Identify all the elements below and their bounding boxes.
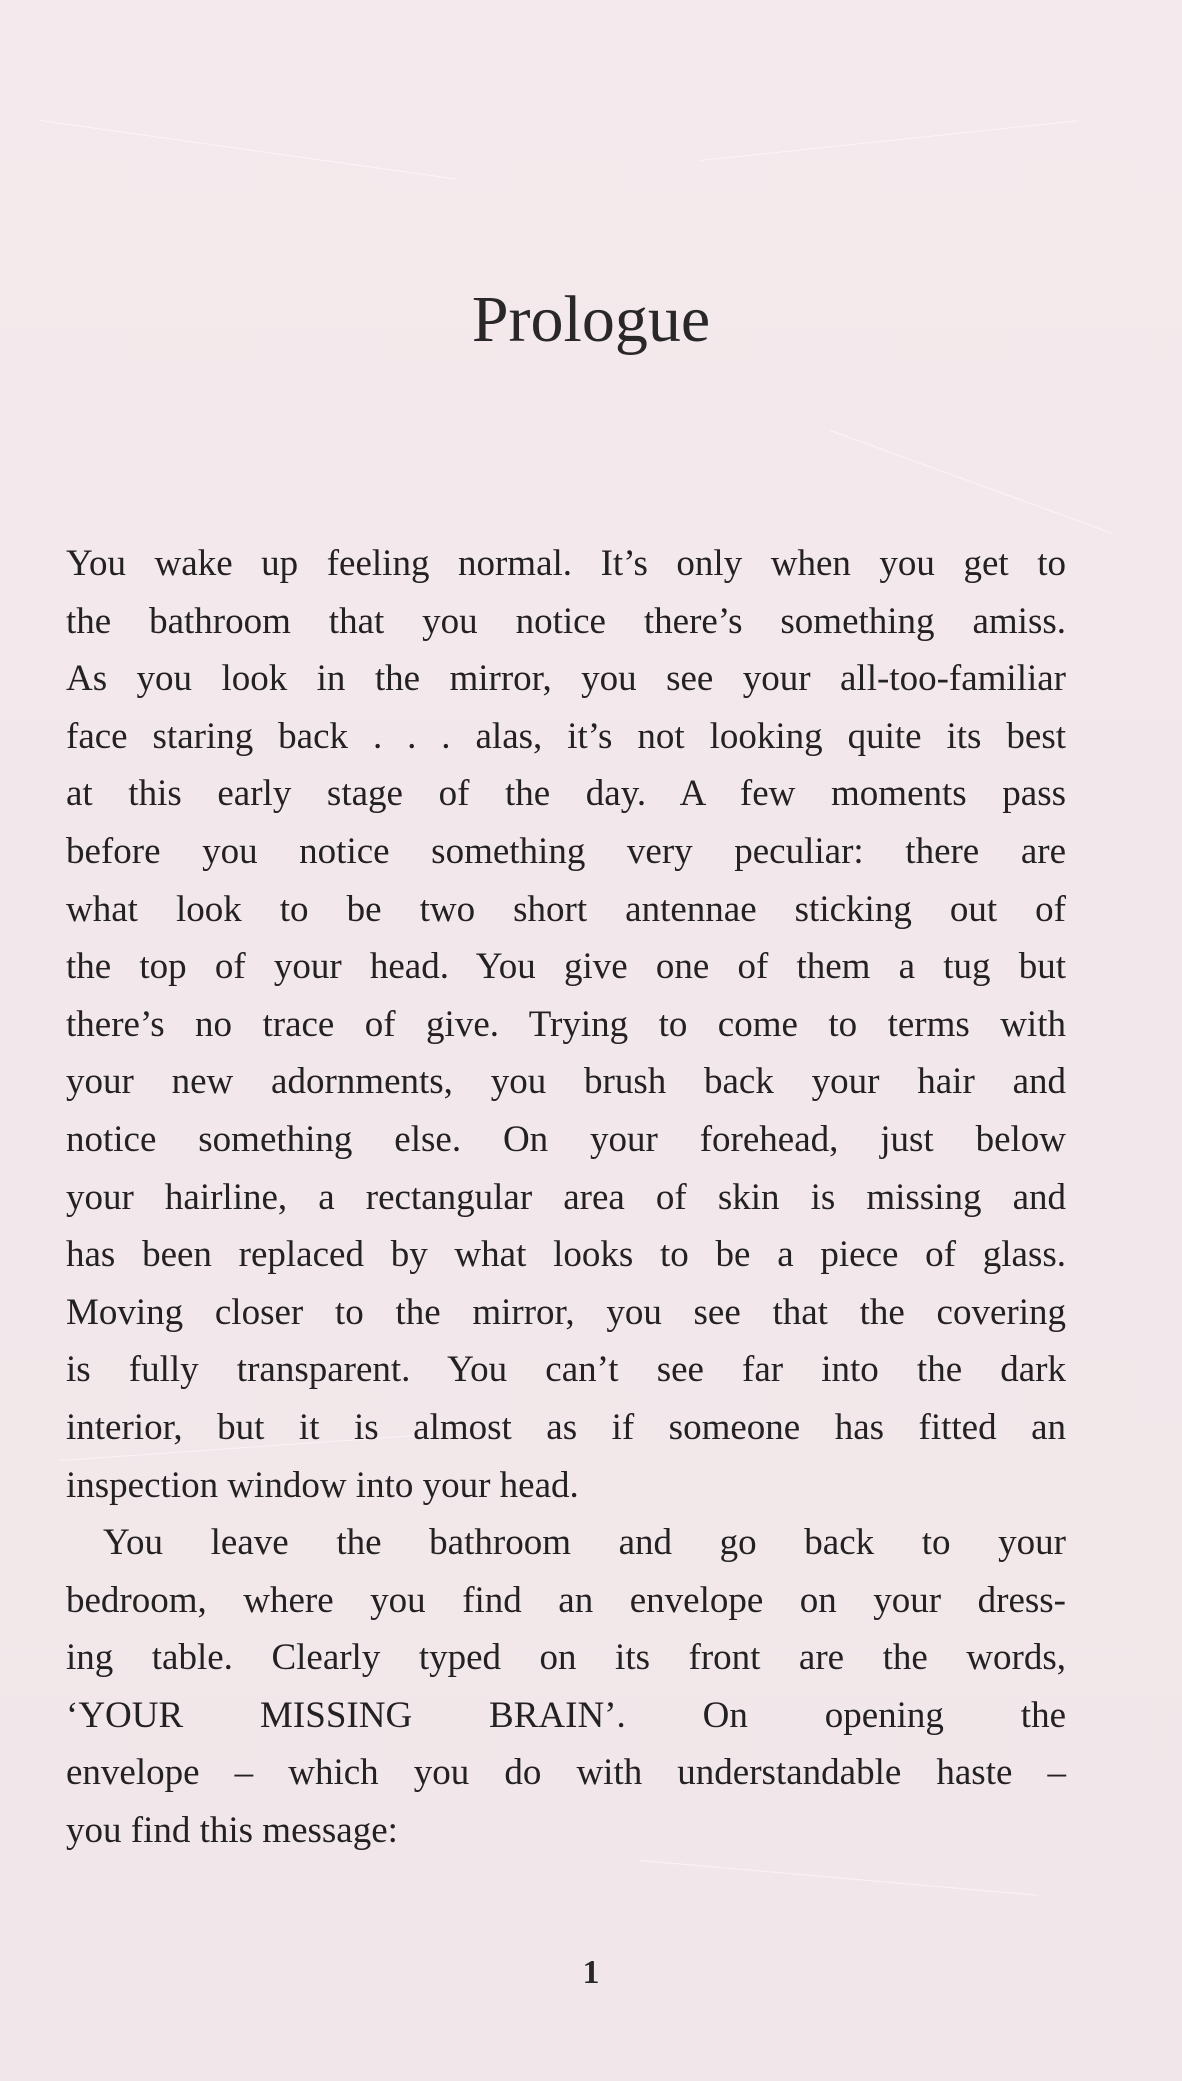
paper-scratch — [700, 120, 1078, 161]
chapter-title: Prologue — [471, 283, 711, 356]
text-line: inspection window into your head. — [66, 1464, 579, 1506]
text-line: notice something else. On your forehead, just below — [66, 1118, 1066, 1160]
text-line: ing table. Clearly typed on its front are the words, — [66, 1637, 1066, 1679]
text-line: Moving closer to the mirror, you see that the covering — [66, 1291, 1066, 1333]
text-line: As you look in the mirror, you see your all-too-familiar — [66, 658, 1066, 700]
paper-scratch — [640, 1860, 1039, 1896]
text-line: face staring back . . . alas, it’s not looking quite its best — [66, 715, 1066, 757]
paper-scratch — [40, 120, 456, 179]
text-line: before you notice something very peculiar: there are — [66, 830, 1066, 872]
text-line: there’s no trace of give. Trying to come to terms with — [66, 1003, 1066, 1045]
text-line: You leave the bathroom and go back to your — [103, 1522, 1066, 1564]
text-line: has been replaced by what looks to be a piece of glass. — [66, 1234, 1066, 1276]
text-line: the bathroom that you notice there’s something amiss. — [66, 600, 1066, 642]
text-line: you find this message: — [66, 1810, 398, 1852]
text-line: interior, but it is almost as if someone has fitted an — [66, 1406, 1066, 1448]
text-line: You wake up feeling normal. It’s only when you get to — [66, 543, 1066, 584]
chapter-body — [66, 535, 1066, 1860]
text-line: what look to be two short antennae sticking out of — [66, 888, 1066, 930]
paragraph — [66, 1514, 1066, 1860]
text-line: your hairline, a rectangular area of skin is missing and — [66, 1176, 1066, 1218]
paper-scratch — [830, 430, 1112, 534]
text-line: the top of your head. You give one of them a tug but — [66, 946, 1066, 988]
text-line: your new adornments, you brush back your hair and — [66, 1061, 1066, 1103]
text-line: ‘YOUR MISSING BRAIN’. On opening the — [66, 1694, 1066, 1736]
text-line: at this early stage of the day. A few moments pass — [66, 773, 1066, 815]
text-line: bedroom, where you find an envelope on your dress- — [66, 1579, 1066, 1621]
text-line: envelope – which you do with understandable haste – — [66, 1752, 1066, 1794]
text-line: is fully transparent. You can’t see far into the dark — [66, 1349, 1066, 1391]
page-number: 1 — [582, 1954, 600, 1991]
paragraph — [66, 535, 1066, 1514]
